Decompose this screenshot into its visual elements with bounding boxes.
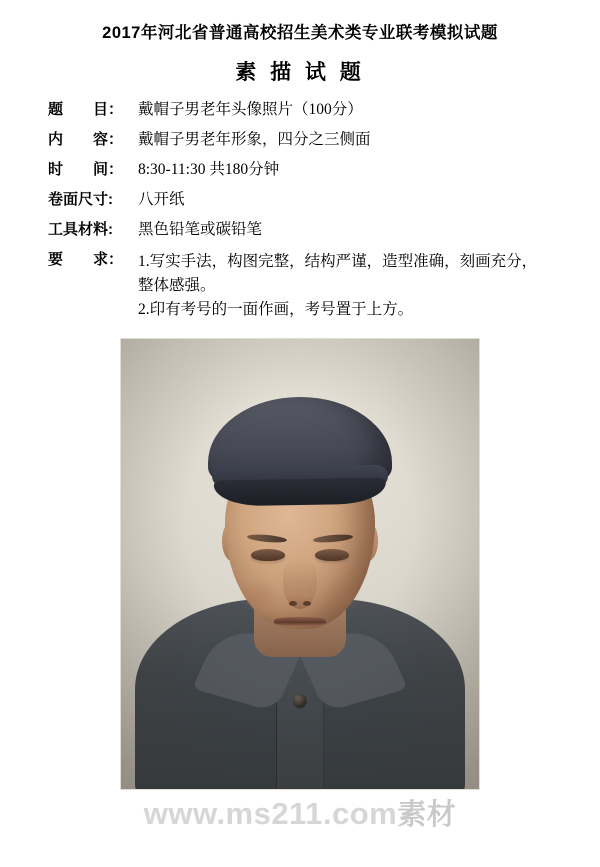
field-label: 工具材料: — [48, 220, 113, 238]
field-row-time — [48, 160, 570, 181]
field-value: 8:30-11:30 共180分钟 — [138, 160, 280, 178]
field-value: 八开纸 — [138, 190, 185, 208]
field-value: 黑色铅笔或碳铅笔 — [138, 220, 263, 238]
watermark — [0, 792, 600, 833]
requirement-line: 整体感强。 — [138, 276, 216, 294]
field-label: 时 间： — [48, 160, 124, 178]
page-title: 2017年河北省普通高校招生美术类专业联考模拟试题 — [102, 24, 498, 42]
requirement-line: 2.印有考号的一面作画，考号置于上方。 — [138, 300, 414, 318]
reference-photo-container — [0, 338, 600, 790]
field-row-subject — [48, 100, 570, 121]
field-row-requirements — [48, 250, 570, 322]
field-row-content — [48, 130, 570, 151]
field-label: 内 容： — [48, 130, 124, 148]
requirements-list — [138, 250, 570, 322]
field-label: 卷面尺寸: — [48, 190, 113, 208]
field-row-materials — [48, 220, 570, 241]
photo-vignette — [121, 339, 479, 789]
requirement-line: 1.写实手法，构图完整，结构严谨，造型准确，刻画充分， — [138, 252, 538, 270]
field-label: 题 目： — [48, 101, 124, 118]
field-row-paper-size — [48, 190, 570, 211]
field-value: 戴帽子男老年形象，四分之三侧面 — [138, 130, 371, 148]
field-label: 要 求： — [48, 250, 124, 268]
document-page — [0, 19, 600, 867]
field-value: 戴帽子男老年头像照片（100分） — [138, 101, 363, 118]
page-subtitle: 素 描 试 题 — [235, 61, 365, 84]
watermark-suffix: 素材 — [397, 799, 457, 831]
reference-photo — [120, 338, 480, 790]
exam-fields — [0, 100, 600, 322]
watermark-url: www.ms211.com — [143, 796, 398, 831]
